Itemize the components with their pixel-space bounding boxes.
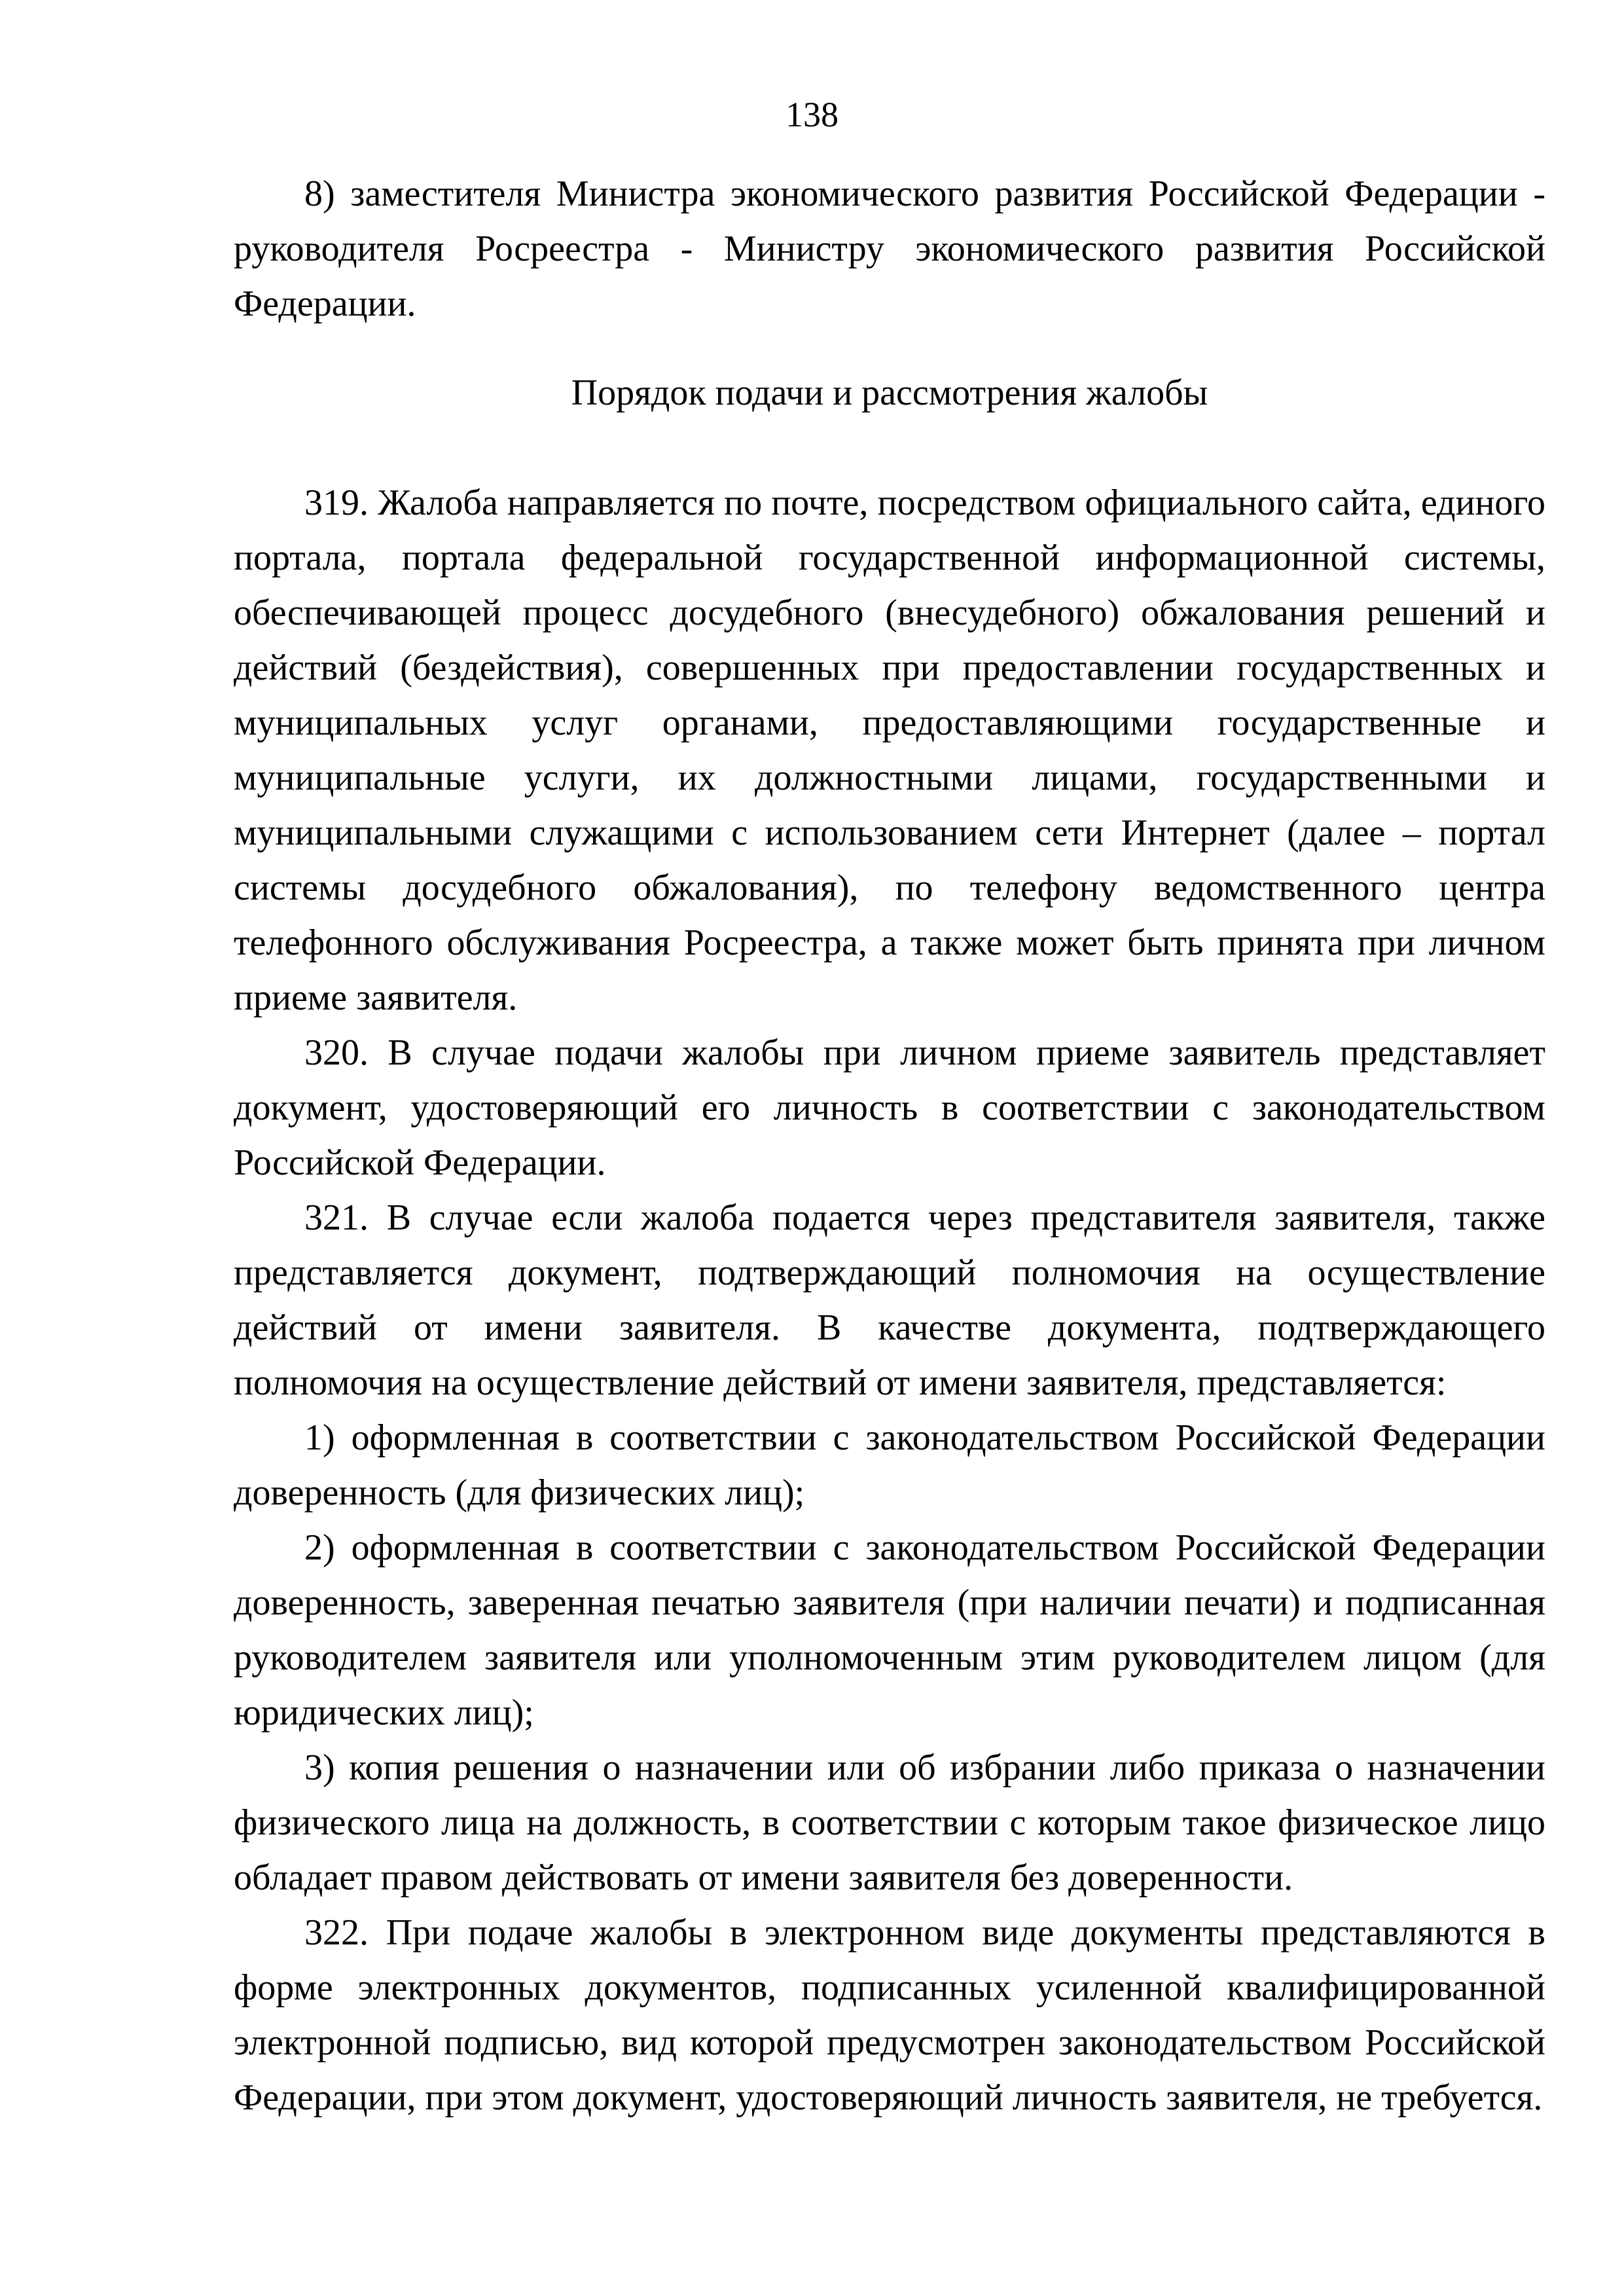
paragraph-322: 322. При подаче жалобы в электронном виде документы представляются в форме электронных документов, подписанных усиленной квалифицированной электронной подписью, вид которой предусмотрен законодательством Российской Федерации, при этом документ, удостоверяющий личность заявителя, не требуется. [234,1912,1545,2118]
paragraph-321-item-1: 1) оформленная в соответствии с законодательством Российской Федерации доверенность (для физических лиц); [234,1417,1545,1513]
paragraph-319: 319. Жалоба направляется по почте, посредством официального сайта, единого портала, портала федеральной государственной информационной системы, обеспечивающей процесс досудебного (внесудебного) обжалования решений и действий (бездействия), совершенных при предоставлении государственных и муниципальных услуг органами, предоставляющими государственные и муниципальные услуги, их должностными лицами, государственными и муниципальными служащими с использованием сети Интернет (далее – портал системы досудебного обжалования), по телефону ведомственного центра телефонного обслуживания Росреестра, а также может быть принята при личном приеме заявителя. [234,483,1545,1018]
page-number: 138 [785,95,839,134]
paragraph-320: 320. В случае подачи жалобы при личном приеме заявитель представляет документ, удостоверяющий его личность в соответствии с законодательством Российской Федерации. [234,1032,1545,1183]
paragraph-321-item-3: 3) копия решения о назначении или об избрании либо приказа о назначении физического лица на должность, в соответствии с которым такое физическое лицо обладает правом действовать от имени заявителя без доверенности. [234,1747,1545,1898]
paragraph-321: 321. В случае если жалоба подается через представителя заявителя, также представляется документ, подтверждающий полномочия на осуществление действий от имени заявителя. В качестве документа, подтверждающего полномочия на осуществление действий от имени заявителя, представляется: [234,1197,1545,1403]
section-heading: Порядок подачи и рассмотрения жалобы [571,373,1208,413]
paragraph-item-8: 8) заместителя Министра экономического развития Российской Федерации - руководителя Росреестра - Министру экономического развития Российской Федерации. [234,173,1545,324]
document-body [234,166,1545,2125]
paragraph-321-item-2: 2) оформленная в соответствии с законодательством Российской Федерации доверенность, заверенная печатью заявителя (при наличии печати) и подписанная руководителем заявителя или уполномоченным этим руководителем лицом (для юридических лиц); [234,1527,1545,1733]
